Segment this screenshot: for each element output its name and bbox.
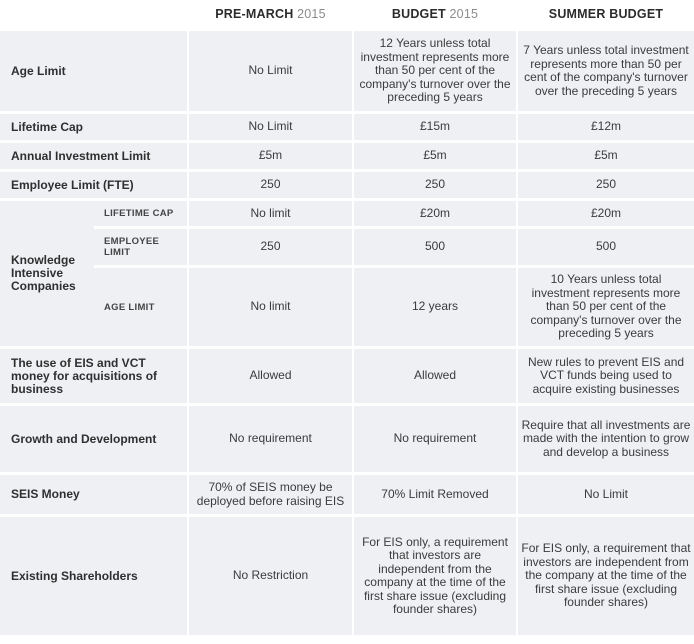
- cell-budget: 70% Limit Removed: [354, 475, 516, 514]
- cell-budget: 12 Years unless total investment represents more than 50 per cent of the company's turnover over the preceding 5 years: [354, 31, 516, 111]
- header-budget: BUDGET 2015: [354, 0, 516, 28]
- cell-summer: Require that all investments are made with the intention to grow and develop a business: [518, 406, 694, 472]
- cell-pre-march: £5m: [189, 143, 352, 169]
- cell-summer: 250: [518, 172, 694, 198]
- table-row-annual-limit: [0, 143, 694, 169]
- kic-sublabel: LIFETIME CAP: [94, 201, 187, 226]
- header-row: [0, 0, 694, 28]
- cell-summer: £20m: [518, 201, 694, 226]
- cell-summer: 500: [518, 229, 694, 265]
- header-blank: [0, 0, 187, 28]
- cell-summer: £5m: [518, 143, 694, 169]
- header-summer-budget: SUMMER BUDGET: [518, 0, 694, 28]
- cell-budget: 500: [354, 229, 516, 265]
- cell-summer: For EIS only, a requirement that investors are independent from the company at the time of the first share issue (excluding founder shares): [518, 517, 694, 635]
- table-row-employee-limit: [0, 172, 694, 198]
- table-row-existing-shareholders: [0, 517, 694, 635]
- cell-budget: 250: [354, 172, 516, 198]
- cell-pre-march: 250: [189, 229, 352, 265]
- cell-pre-march: Allowed: [189, 349, 352, 403]
- table-row-kic-age-limit: [0, 268, 694, 346]
- cell-pre-march: 70% of SEIS money be deployed before raising EIS: [189, 475, 352, 514]
- row-label: Annual Investment Limit: [0, 143, 187, 169]
- kic-group-label: Knowledge Intensive Companies: [0, 201, 94, 346]
- row-label: SEIS Money: [0, 475, 187, 514]
- row-label: Age Limit: [0, 31, 187, 111]
- table-row-eis-vct: [0, 349, 694, 403]
- cell-summer: £12m: [518, 114, 694, 140]
- cell-summer: 7 Years unless total investment represents more than 50 per cent of the company's turnover over the preceding 5 years: [518, 31, 694, 111]
- row-label: The use of EIS and VCT money for acquisitions of business: [0, 349, 187, 403]
- cell-pre-march: No Limit: [189, 114, 352, 140]
- cell-budget: £20m: [354, 201, 516, 226]
- cell-pre-march: 250: [189, 172, 352, 198]
- kic-sublabel: AGE LIMIT: [94, 268, 187, 346]
- cell-pre-march: No requirement: [189, 406, 352, 472]
- row-label: Lifetime Cap: [0, 114, 187, 140]
- table-row-lifetime-cap: [0, 114, 694, 140]
- table-row-age-limit: [0, 31, 694, 111]
- row-label: Employee Limit (FTE): [0, 172, 187, 198]
- cell-budget: £15m: [354, 114, 516, 140]
- cell-summer: New rules to prevent EIS and VCT funds being used to acquire existing businesses: [518, 349, 694, 403]
- cell-pre-march: No limit: [189, 268, 352, 346]
- cell-pre-march: No Restriction: [189, 517, 352, 635]
- cell-budget: Allowed: [354, 349, 516, 403]
- cell-budget: 12 years: [354, 268, 516, 346]
- header-pre-march: PRE-MARCH 2015: [189, 0, 352, 28]
- cell-pre-march: No limit: [189, 201, 352, 226]
- cell-summer: No Limit: [518, 475, 694, 514]
- cell-budget: £5m: [354, 143, 516, 169]
- kic-sublabel: EMPLOYEE LIMIT: [94, 229, 187, 265]
- table-row-kic-lifetime-cap: [0, 201, 694, 226]
- row-label: Growth and Development: [0, 406, 187, 472]
- table-row-seis: [0, 475, 694, 514]
- row-label: Existing Shareholders: [0, 517, 187, 635]
- cell-budget: For EIS only, a requirement that investors are independent from the company at the time of the first share issue (excluding founder shares): [354, 517, 516, 635]
- cell-budget: No requirement: [354, 406, 516, 472]
- cell-pre-march: No Limit: [189, 31, 352, 111]
- table-row-growth: [0, 406, 694, 472]
- table-row-kic-employee-limit: [0, 229, 694, 265]
- cell-summer: 10 Years unless total investment represents more than 50 per cent of the company's turnover over the preceding 5 years: [518, 268, 694, 346]
